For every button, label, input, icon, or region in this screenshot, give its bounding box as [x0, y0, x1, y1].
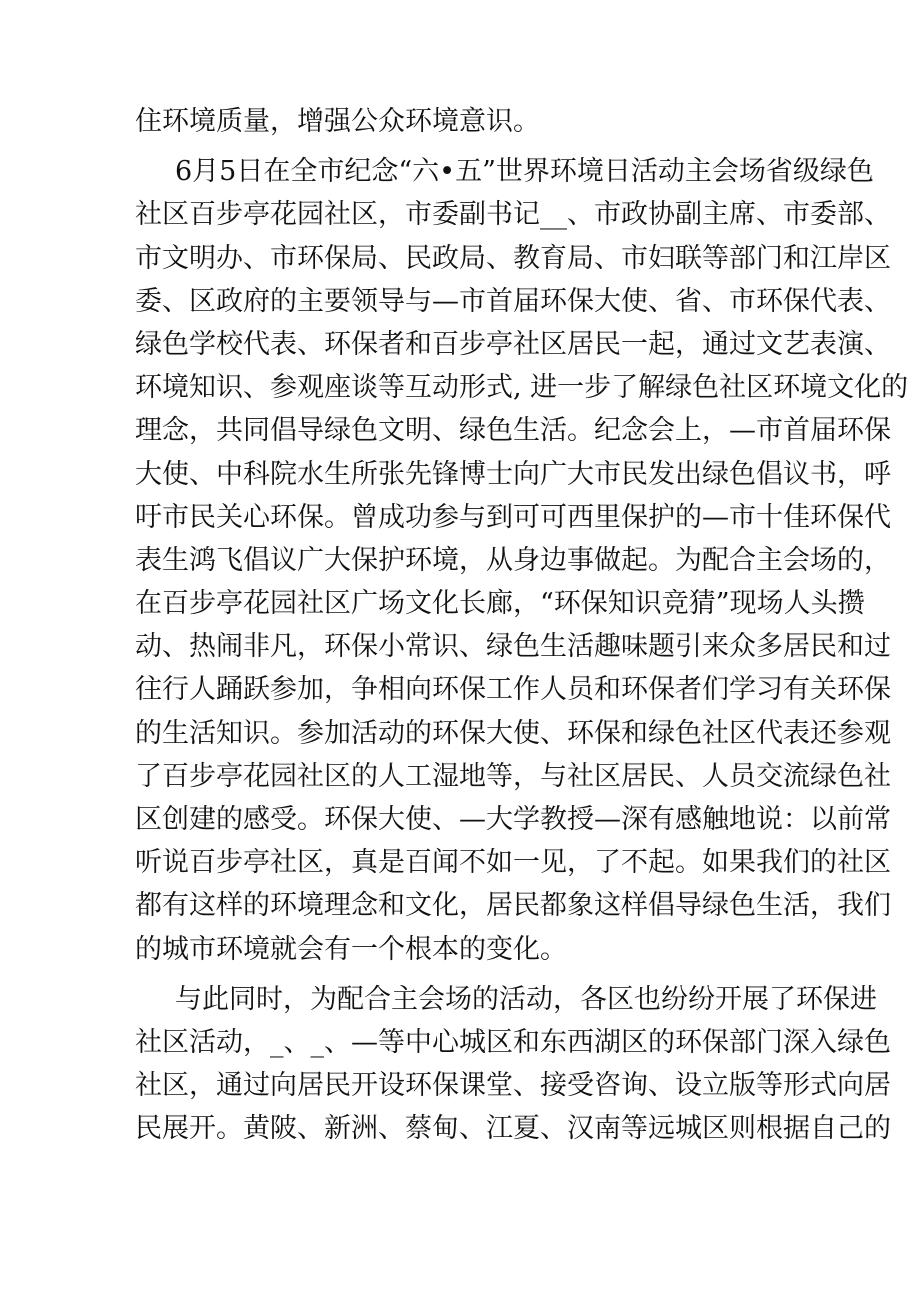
text-line: 市文明办、市环保局、民政局、教育局、市妇联等部门和江岸区: [135, 242, 891, 274]
text-line: 社区活动，_、_、—等中心城区和东西湖区的环保部门深入绿色: [135, 1026, 891, 1058]
text-line: 社区，通过向居民开设环保课堂、接受咨询、设立版等形式向居: [135, 1070, 891, 1102]
text-line: 往行人踊跃参加，争相向环保工作人员和环保者们学习有关环保: [135, 674, 891, 706]
text-line: 6月5日在全市纪念“六•五”世界环境日活动主会场省级绿色: [175, 156, 874, 188]
paragraph-1: [135, 100, 787, 143]
paragraph-3: [135, 978, 891, 1151]
text-line: 表生鸿飞倡议广大保护环境，从身边事做起。为配合主会场的，: [135, 544, 891, 576]
paragraph-2: [135, 150, 909, 971]
text-line: 了百步亭花园社区的人工湿地等，与社区居民、人员交流绿色社: [135, 760, 891, 792]
text-line: 在百步亭花园社区广场文化长廊，“环保知识竞猜”现场人头攒: [135, 588, 865, 620]
text-line: 的城市环境就会有一个根本的变化。: [135, 933, 567, 965]
text-line: 都有这样的环境理念和文化，居民都象这样倡导绿色生活，我们: [135, 890, 891, 922]
text-line: 区创建的感受。环保大使、—大学教授—深有感触地说：以前常: [135, 804, 891, 835]
text-line: 吁市民关心环保。曾成功参与到可可西里保护的—市十佳环保代: [135, 501, 891, 533]
text-line: 与此同时，为配合主会场的活动，各区也纷纷开展了环保进: [175, 983, 877, 1015]
text-line: 住环境质量，增强公众环境意识。: [135, 106, 540, 137]
text-line: 绿色学校代表、环保者和百步亭社区居民一起，通过文艺表演、: [135, 328, 891, 360]
text-line: 听说百步亭社区，真是百闻不如一见，了不起。如果我们的社区: [135, 847, 891, 879]
text-line: 民展开。黄陂、新洲、蔡甸、江夏、汉南等远城区则根据自己的: [135, 1113, 891, 1145]
text-line: 环境知识、参观座谈等互动形式, 进一步了解绿色社区环境文化的: [135, 372, 909, 404]
text-line: 委、区政府的主要领导与—市首届环保大使、省、市环保代表、: [135, 285, 891, 317]
text-line: 动、热闹非凡，环保小常识、绿色生活趣味题引来众多居民和过: [135, 631, 891, 663]
text-line: 的生活知识。参加活动的环保大使、环保和绿色社区代表还参观: [135, 717, 891, 749]
document-page: [135, 100, 909, 1151]
text-line: 大使、中科院水生所张先锋博士向广大市民发出绿色倡议书，呼: [135, 458, 891, 490]
text-line: 社区百步亭花园社区，市委副书记__、市政协副主席、市委部、: [135, 199, 891, 231]
text-line: 理念，共同倡导绿色文明、绿色生活。纪念会上，—市首届环保: [135, 415, 891, 447]
